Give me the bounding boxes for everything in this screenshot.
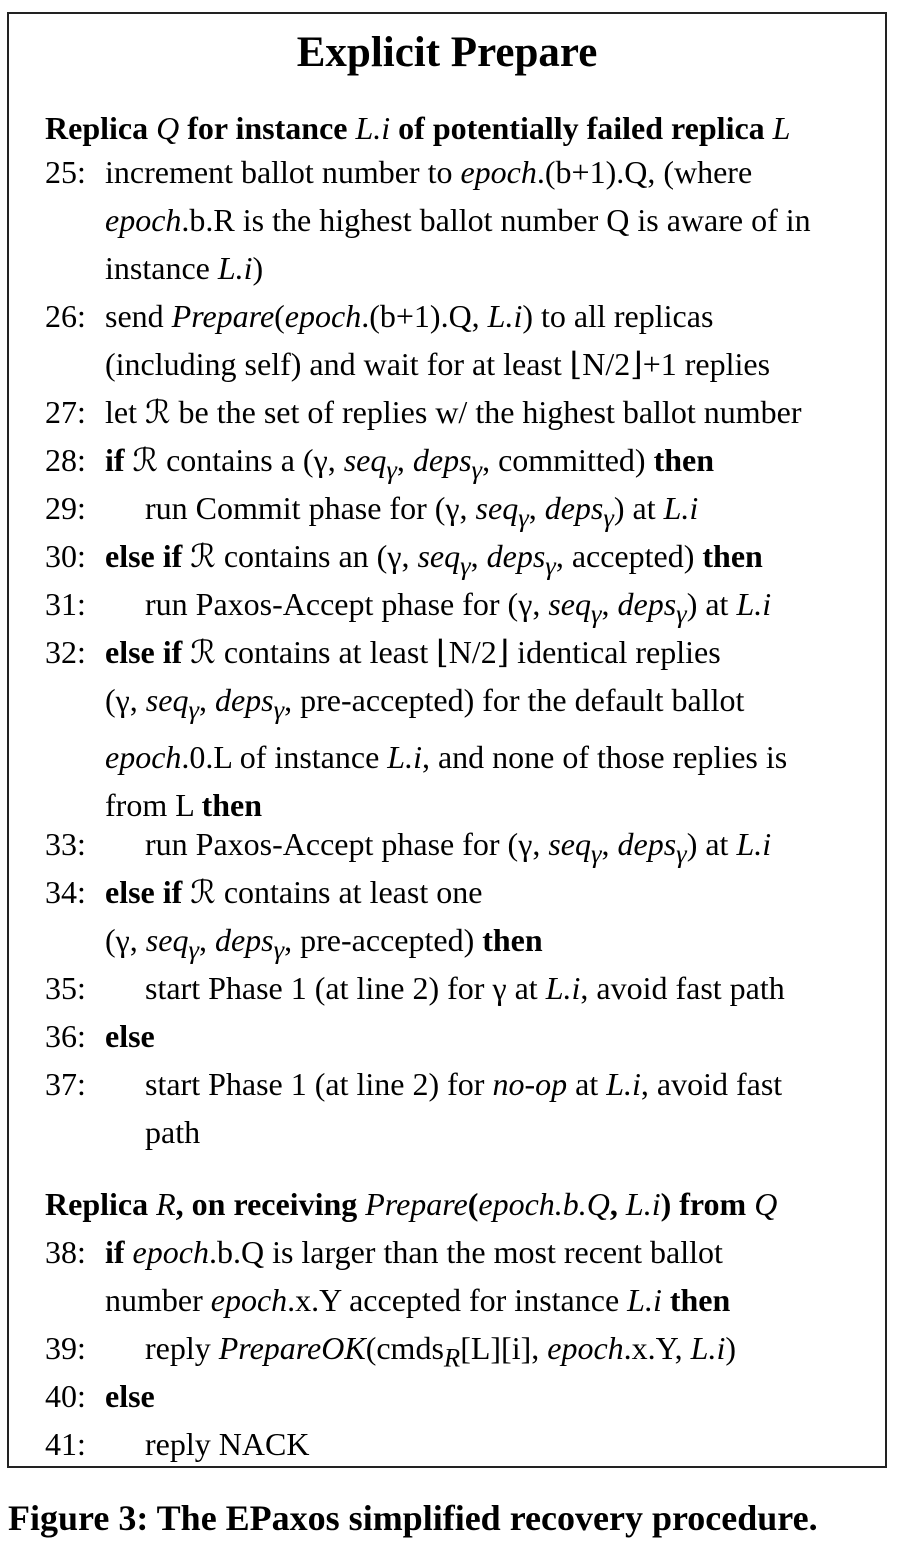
line-text-row: path <box>145 1114 201 1150</box>
line-text-row: else <box>105 1378 155 1414</box>
line-text-row: send Prepare(epoch.(b+1).Q, L.i) to all replicas <box>105 298 714 334</box>
line-number: 26: <box>45 298 86 334</box>
line-number: 40: <box>45 1378 86 1414</box>
section-header-recovery: Replica Q for instance L.i of potentially failed replica L <box>45 110 791 146</box>
line-number: 35: <box>45 970 86 1006</box>
line-text-row: let ℛ be the set of replies w/ the highest ballot number <box>105 394 802 430</box>
algorithm-title: Explicit Prepare <box>296 29 598 76</box>
line-text-row: (γ, seq$_\gamma$, deps$_\gamma$, pre-accepted) for the default ballot <box>105 682 745 725</box>
line-content <box>105 1228 895 1324</box>
section-header-receiver: Replica R, on receiving Prepare(epoch.b.Q, L.i) from Q <box>45 1186 778 1222</box>
line-number: 34: <box>45 874 86 910</box>
line-text-row: (γ, seq$_\gamma$, deps$_\gamma$, pre-accepted) then <box>105 922 543 965</box>
line-text-row: from L then <box>105 787 263 824</box>
line-content <box>145 1420 895 1468</box>
algorithm-line-40 <box>45 1372 895 1420</box>
line-text-row: else if ℛ contains at least one <box>105 874 483 910</box>
algorithm-line-26 <box>45 292 895 388</box>
line-text-row: if epoch.b.Q is larger than the most recent ballot <box>105 1234 723 1270</box>
line-content <box>145 964 895 1012</box>
line-text-row: else if ℛ contains an (γ, seq$_\gamma$, deps$_\gamma$, accepted) then <box>105 538 763 581</box>
line-number: 27: <box>45 394 86 430</box>
line-text-row: start Phase 1 (at line 2) for no-op at L.i, avoid fast <box>145 1066 783 1102</box>
algorithm-line-36 <box>45 1012 895 1060</box>
line-text-row: if ℛ contains a (γ, seq$_\gamma$, deps$_\gamma$, committed) then <box>105 442 715 485</box>
line-content <box>105 1012 895 1060</box>
algorithm-line-37 <box>45 1060 895 1156</box>
line-text-row: start Phase 1 (at line 2) for γ at L.i, avoid fast path <box>145 970 785 1006</box>
algorithm-box <box>7 12 887 1468</box>
line-number: 31: <box>45 586 86 622</box>
line-content <box>105 628 895 829</box>
line-text-row: (including self) and wait for at least ⌊N/2⌋+1 replies <box>105 346 771 382</box>
line-text-row: number epoch.x.Y accepted for instance L.i then <box>105 1282 731 1318</box>
line-text-row: run Paxos-Accept phase for (γ, seq$_\gamma$, deps$_\gamma$) at L.i <box>145 826 772 869</box>
algorithm-line-25 <box>45 148 895 292</box>
line-content <box>105 1372 895 1420</box>
line-text-row: epoch.0.L of instance L.i, and none of those replies is <box>105 739 788 776</box>
line-number: 30: <box>45 538 86 574</box>
line-content <box>105 868 895 973</box>
line-text-row: epoch.b.R is the highest ballot number Q is aware of in <box>105 202 811 238</box>
figure-caption: Figure 3: The EPaxos simplified recovery procedure. <box>8 1498 818 1538</box>
line-number: 33: <box>45 826 86 862</box>
line-number: 38: <box>45 1234 86 1270</box>
algorithm-line-38 <box>45 1228 895 1324</box>
line-text-row: run Commit phase for (γ, seq$_\gamma$, deps$_\gamma$) at L.i <box>145 490 699 533</box>
line-number: 41: <box>45 1426 86 1462</box>
algorithm-line-27 <box>45 388 895 436</box>
line-number: 37: <box>45 1066 86 1102</box>
line-text-row: reply NACK <box>145 1426 310 1462</box>
algorithm-line-34 <box>45 868 895 973</box>
line-text-row: else if ℛ contains at least ⌊N/2⌋ identical replies <box>105 634 721 670</box>
line-text-row: run Paxos-Accept phase for (γ, seq$_\gamma$, deps$_\gamma$) at L.i <box>145 586 772 629</box>
line-content <box>105 292 895 388</box>
line-content <box>145 1060 895 1156</box>
line-text-row: increment ballot number to epoch.(b+1).Q, (where <box>105 154 753 190</box>
algorithm-line-41 <box>45 1420 895 1468</box>
line-content <box>105 388 895 436</box>
line-number: 36: <box>45 1018 86 1054</box>
algorithm-line-32 <box>45 628 895 829</box>
line-number: 32: <box>45 634 86 670</box>
line-number: 39: <box>45 1330 86 1366</box>
line-number: 25: <box>45 154 86 190</box>
line-number: 29: <box>45 490 86 526</box>
line-text-row: reply PrepareOK(cmds$_R$[L][i], epoch.x.Y, L.i) <box>145 1330 736 1373</box>
line-content <box>105 148 895 292</box>
algorithm-line-35 <box>45 964 895 1012</box>
line-text-row: else <box>105 1018 155 1054</box>
line-number: 28: <box>45 442 86 478</box>
line-text-row: instance L.i) <box>105 250 264 286</box>
